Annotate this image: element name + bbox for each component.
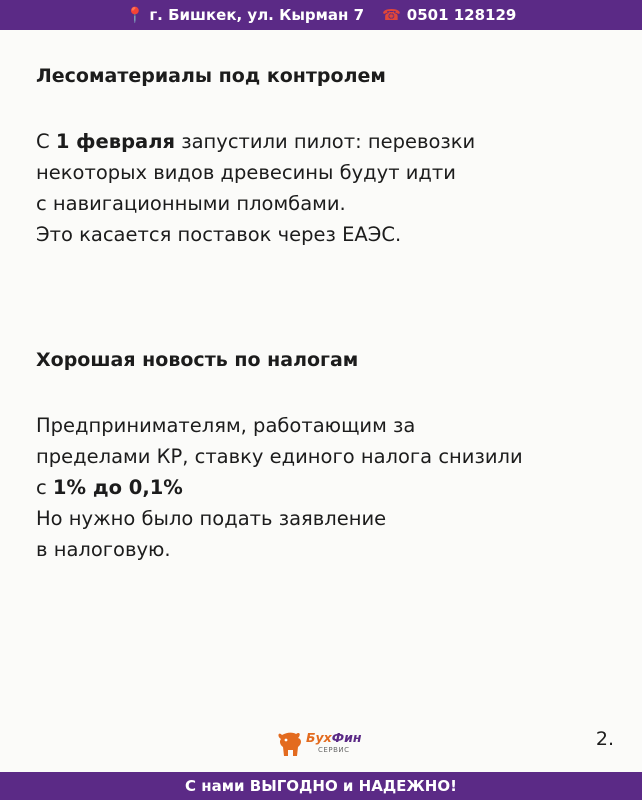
text-line: с 1% до 0,1% bbox=[36, 476, 183, 499]
phone-icon: ☎ bbox=[382, 6, 401, 24]
footer-bar bbox=[0, 772, 642, 800]
brand-name: БухФин bbox=[306, 730, 362, 745]
header-bar bbox=[0, 0, 642, 30]
highlight-rate: 1% до 0,1% bbox=[52, 476, 183, 499]
text-line: с навигационными пломбами. bbox=[36, 192, 346, 215]
text-line: Предпринимателям, работающим за bbox=[36, 414, 416, 437]
address-text: г. Бишкек, ул. Кырман 7 bbox=[149, 6, 365, 24]
page-number: 2. bbox=[595, 728, 614, 750]
text-line: Но нужно было подать заявление bbox=[36, 507, 387, 530]
brand-subtitle: СЕРВИС bbox=[318, 746, 350, 754]
highlight-date: 1 февраля bbox=[55, 130, 176, 153]
map-pin-icon: 📍 bbox=[125, 6, 145, 24]
section-title-timber: Лесоматериалы под контролем bbox=[36, 65, 386, 87]
text-line: Это касается поставок через ЕАЭС. bbox=[36, 223, 402, 246]
text-line: пределами КР, ставку единого налога снизили bbox=[36, 445, 523, 468]
text-line: С 1 февраля запустили пилот: перевозки bbox=[36, 130, 476, 153]
text-line: в налоговую. bbox=[36, 538, 171, 561]
section-body-taxes bbox=[36, 410, 523, 565]
section-body-timber bbox=[36, 126, 475, 250]
text-line: некоторых видов древесины будут идти bbox=[36, 161, 456, 184]
section-title-taxes: Хорошая новость по налогам bbox=[36, 349, 359, 371]
goat-logo-icon bbox=[276, 729, 304, 759]
footer-slogan: С нами ВЫГОДНО и НАДЕЖНО! bbox=[185, 777, 457, 795]
company-logo bbox=[276, 729, 362, 759]
phone-number[interactable]: 0501 128129 bbox=[406, 6, 517, 24]
